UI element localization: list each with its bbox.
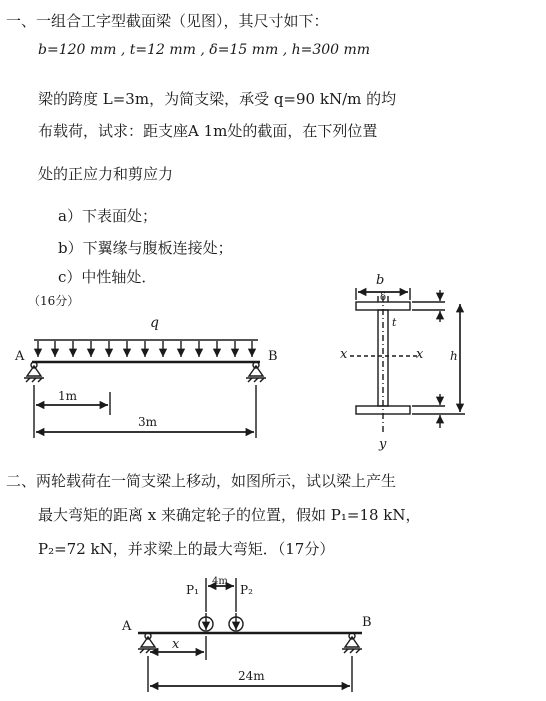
problem2-line1: 二、两轮载荷在一简支梁上移动，如图所示，试以梁上产生 — [6, 472, 397, 490]
beam2-support-b-icon — [342, 633, 362, 653]
support-b-label: B — [268, 349, 278, 364]
beam2-support-a-icon — [138, 633, 158, 653]
support-a-icon — [24, 362, 44, 382]
dim-short-label: 1m — [58, 389, 78, 403]
problem1-item-b: b）下翼缘与腹板连接处； — [58, 239, 233, 257]
section-y-label: y — [379, 437, 387, 452]
i-section-figure — [350, 288, 465, 432]
beam2-p2-label: P₂ — [240, 583, 253, 597]
beam2-gap-label: 4m — [212, 576, 228, 587]
section-x-left: x — [340, 347, 348, 362]
problem1-score: （16分） — [28, 294, 80, 308]
problem1-item-a: a）下表面处； — [58, 207, 157, 225]
problem1-line5: 处的正应力和剪应力 — [38, 165, 174, 183]
problem2-line3: P₂=72 kN，并求梁上的最大弯矩．（17分） — [38, 540, 335, 558]
dim-long-label: 3m — [138, 415, 158, 429]
problem1-title: 一、一组合工字型截面梁（见图），其尺寸如下： — [6, 12, 329, 30]
section-h-label: h — [450, 349, 458, 363]
problem1-item-c: c）中性轴处． — [58, 268, 157, 286]
beam2-x-label: x — [172, 637, 180, 652]
section-t-label: t — [392, 316, 397, 329]
section-delta-label: δ — [380, 292, 387, 303]
beam2-span-label: 24m — [238, 669, 265, 683]
section-x-right: x — [416, 347, 424, 362]
problem1-dimensions: b=120 mm , t=12 mm , δ=15 mm , h=300 mm — [38, 42, 371, 58]
problem2-line2: 最大弯矩的距离 x 来确定轮子的位置，假如 P₁=18 kN， — [38, 506, 421, 524]
load-label: q — [150, 315, 159, 331]
beam2-support-a-label: A — [122, 619, 132, 634]
problem1-line4: 布载荷，试求：距支座A 1m处的截面，在下列位置 — [38, 122, 378, 140]
support-a-label: A — [15, 349, 25, 364]
beam2-support-b-label: B — [362, 615, 372, 630]
section-b-label: b — [376, 273, 385, 288]
support-b-icon — [246, 362, 266, 382]
problem1-line3: 梁的跨度 L=3m，为简支梁，承受 q=90 kN/m 的均 — [38, 90, 397, 108]
beam2-p1-label: P₁ — [186, 583, 199, 597]
load-arrows — [38, 341, 252, 357]
